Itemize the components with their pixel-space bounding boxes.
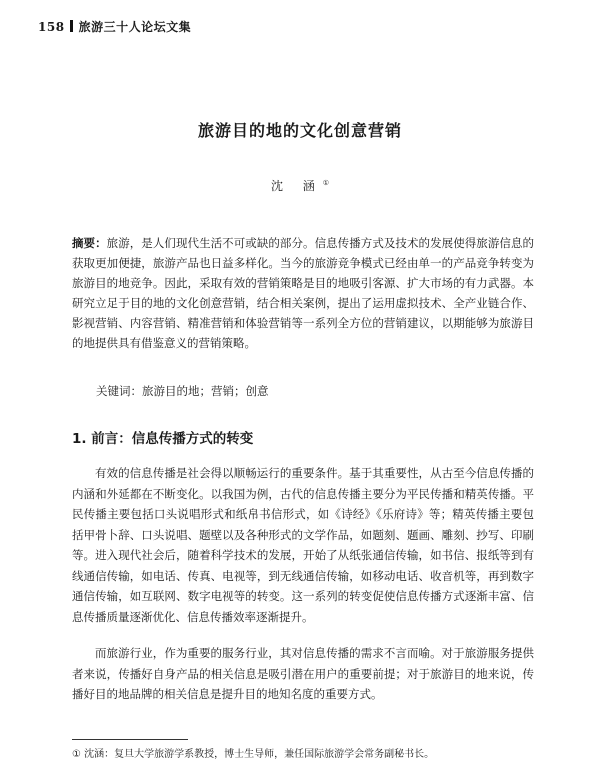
article-title: 旅游目的地的文化创意营销: [197, 121, 402, 140]
author-name: 沈 涵: [270, 179, 323, 193]
running-head: [38, 18, 191, 35]
footnote: ① 沈涵：复旦大学旅游学系教授，博士生导师，兼任国际旅游学会常务副秘书长。: [72, 749, 435, 760]
body-paragraph: 而旅游行业，作为重要的服务行业，其对信息传播的需求不言而喻。对于旅游服务提供者来说，传播好自身产品的相关信息是吸引潜在用户的重要前提；对于旅游目的地来说，传播好目的地品牌的相关信息是提升目的地知名度的重要方式。: [72, 646, 534, 701]
footnote-divider: [72, 739, 188, 740]
book-title: 旅游三十人论坛文集: [78, 20, 192, 34]
abstract-text: 旅游，是人们现代生活不可或缺的部分。信息传播方式及技术的发展使得旅游信息的获取更加便捷，旅游产品也日益多样化。当今的旅游竞争模式已经由单一的产品竞争转变为旅游目的地竞争。因此，采取有效的营销策略是目的地吸引客源、扩大市场的有力武器。本研究立足于目的地的文化创意营销，结合相关案例，提出了运用虚拟技术、全产业链合作、影视营销、内容营销、精准营销和体验营销等一系列全方位的营销建议，以期能够为旅游目的地提供具有借鉴意义的营销策略。: [72, 236, 534, 350]
page-number: 158: [38, 20, 65, 34]
abstract: [72, 233, 534, 353]
keywords-label: 关键词：: [96, 384, 142, 398]
keywords-text: 旅游目的地；营销；创意: [142, 384, 269, 398]
author-line: [0, 177, 600, 194]
body-paragraph: 有效的信息传播是社会得以顺畅运行的重要条件。基于其重要性，从古至今信息传播的内涵和外延都在不断变化。以我国为例，古代的信息传播主要分为平民传播和精英传播。平民传播主要包括口头说唱形式和纸帛书信形式，如《诗经》《乐府诗》等；精英传播主要包括甲骨卜辞、口头说唱、题壁以及各种形式的文学作品，如题刻、题画、雕刻、抄写、印刷等。进入现代社会后，随着科学技术的发展，开始了从纸张通信传输，如书信、报纸等到有线通信传输，如电话、传真、电视等，到无线通信传输，如移动电话、收音机等，再到数字通信传输，如互联网、数字电视等的转变。这一系列的转变促使信息传播方式逐渐丰富、信息传播质量逐渐优化、信息传播效率逐渐提升。: [72, 466, 534, 624]
keywords: [96, 383, 269, 399]
author-footnote-marker[interactable]: ①: [322, 179, 330, 187]
header-divider: [70, 20, 73, 32]
section-heading: 1. 前言：信息传播方式的转变: [72, 431, 254, 447]
abstract-label: 摘要：: [72, 236, 107, 250]
